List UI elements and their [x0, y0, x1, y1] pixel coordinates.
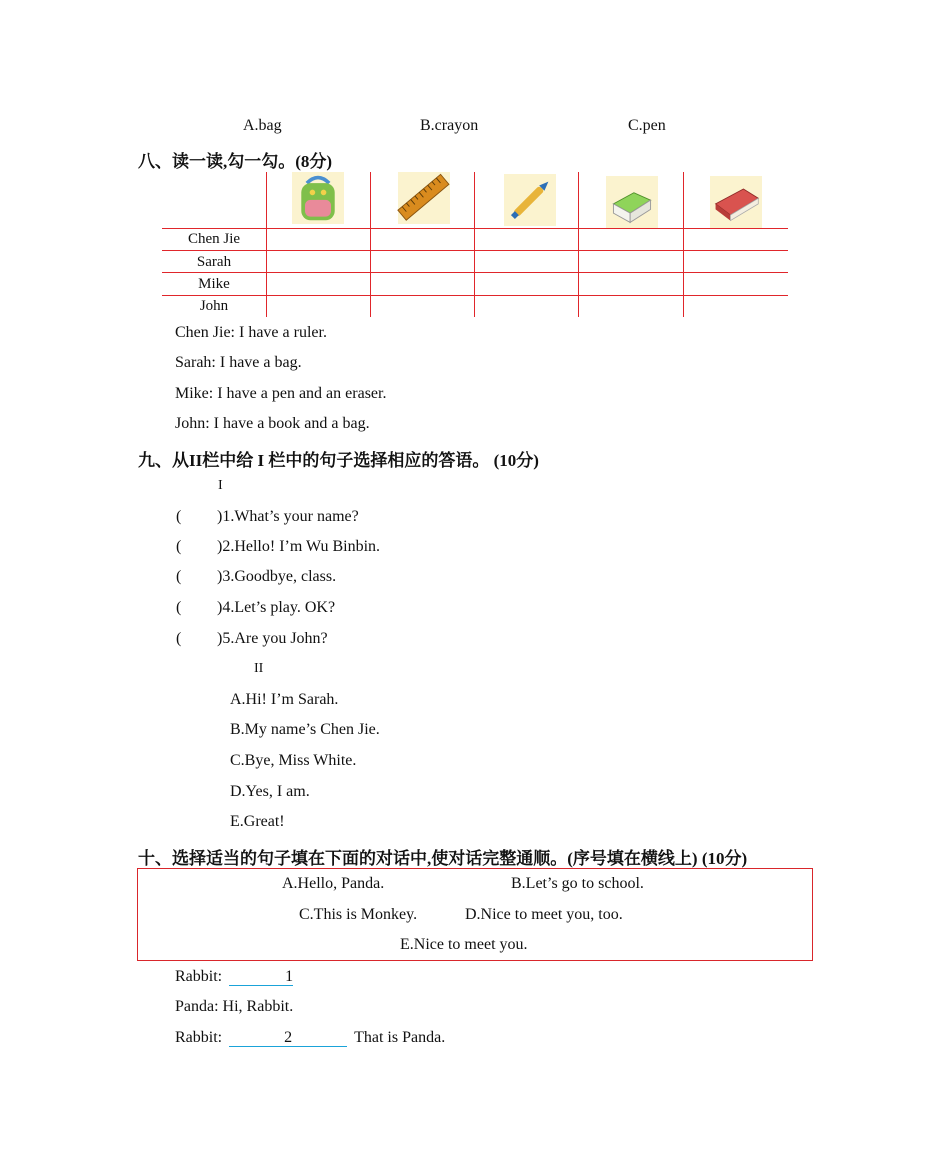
sentence-john: John: I have a book and a bag.: [175, 415, 370, 432]
backpack-icon: [290, 172, 346, 224]
ruler-icon: [396, 172, 452, 224]
answer-e: E.Great!: [230, 813, 285, 830]
box-option-a: A.Hello, Panda.: [282, 875, 385, 892]
row-name-sarah: Sarah: [196, 254, 232, 270]
dialog-line-2: Panda: Hi, Rabbit.: [175, 998, 294, 1015]
dialog-line-1: Rabbit: 1: [175, 968, 294, 985]
question-text: )5.Are you John?: [217, 630, 328, 647]
box-option-b: B.Let’s go to school.: [511, 875, 644, 892]
answer-blank-1[interactable]: 1: [229, 968, 293, 986]
sentence-sarah: Sarah: I have a bag.: [175, 354, 302, 371]
sentence-mike: Mike: I have a pen and an eraser.: [175, 385, 387, 402]
box-option-d: D.Nice to meet you, too.: [465, 906, 623, 923]
answer-b: B.My name’s Chen Jie.: [230, 721, 380, 738]
question-text: )3.Goodbye, class.: [217, 568, 337, 585]
section-9-heading: 九、从II栏中给 I 栏中的句子选择相应的答语。 (10分): [138, 451, 539, 470]
answer-c: C.Bye, Miss White.: [230, 752, 357, 769]
box-option-e: E.Nice to meet you.: [400, 936, 528, 953]
dialog-line-3: Rabbit: 2 That is Panda.: [175, 1029, 446, 1046]
option-b: B.crayon: [420, 117, 479, 134]
question-text: )4.Let’s play. OK?: [217, 599, 336, 616]
sentence-chen-jie: Chen Jie: I have a ruler.: [175, 324, 327, 341]
book-icon: [708, 176, 764, 228]
row-name-chen-jie: Chen Jie: [187, 231, 241, 247]
eraser-icon: [604, 176, 660, 228]
box-option-c: C.This is Monkey.: [299, 906, 418, 923]
row-name-john: John: [199, 298, 229, 314]
column-2-label: II: [254, 661, 264, 676]
column-1-label: I: [218, 478, 223, 493]
answer-d: D.Yes, I am.: [230, 783, 310, 800]
question-text: )1.What’s your name?: [217, 508, 359, 525]
answer-blank-2[interactable]: 2: [229, 1029, 347, 1047]
section-8-heading: 八、读一读,勾一勾。(8分): [138, 152, 333, 171]
option-a: A.bag: [243, 117, 282, 134]
option-c: C.pen: [628, 117, 666, 134]
answer-a: A.Hi! I’m Sarah.: [230, 691, 339, 708]
pen-icon: [502, 174, 558, 226]
section-10-heading: 十、选择适当的句子填在下面的对话中,使对话完整通顺。(序号填在横线上) (10分): [138, 849, 748, 868]
row-name-mike: Mike: [198, 276, 230, 292]
question-text: )2.Hello! I’m Wu Binbin.: [217, 538, 381, 555]
